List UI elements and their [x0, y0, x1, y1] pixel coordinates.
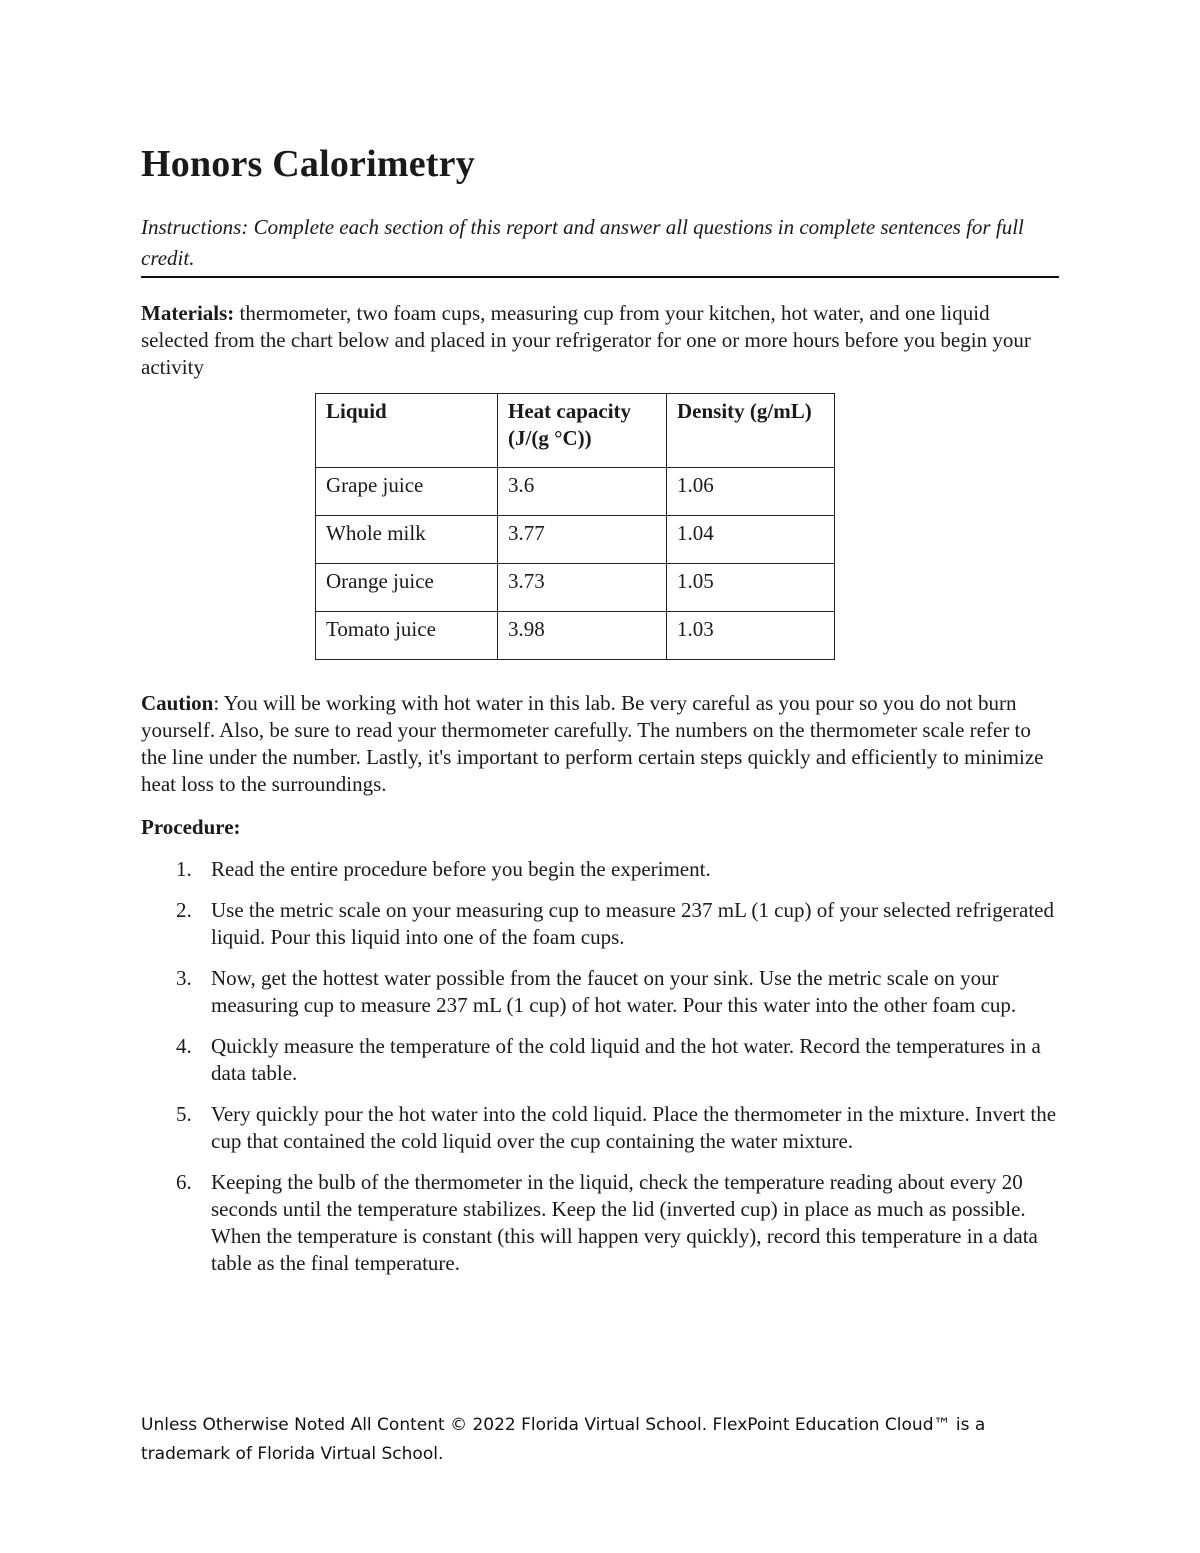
step-text: Now, get the hottest water possible from the faucet on your sink. Use the metric scale on your measuring cup to measure 237 mL (1 cup) of hot water. Pour this water into the other foam cup. — [211, 966, 1017, 1017]
table-row — [316, 468, 835, 516]
list-item — [141, 1169, 1059, 1277]
table-row — [316, 612, 835, 660]
instructions-text: Instructions: Complete each section of this report and answer all questions in complete sentences for full credit. — [141, 212, 1059, 278]
step-number: 2. — [176, 898, 192, 922]
cell-heat-capacity: 3.77 — [498, 516, 667, 564]
step-number: 5. — [176, 1102, 192, 1126]
caution-text: : You will be working with hot water in this lab. Be very careful as you pour so you do not burn yourself. Also, be sure to read your thermometer carefully. The numbers on the thermometer scale refer to the line under the number. Lastly, it's important to perform certain steps quickly and efficiently to minimize heat loss to the surroundings. — [141, 691, 1044, 796]
header-liquid: Liquid — [316, 394, 498, 468]
header-heat-capacity: Heat capacity (J/(g °C)) — [498, 394, 667, 468]
cell-liquid: Whole milk — [316, 516, 498, 564]
step-text: Quickly measure the temperature of the cold liquid and the hot water. Record the temperatures in a data table. — [211, 1034, 1041, 1085]
cell-liquid: Grape juice — [316, 468, 498, 516]
cell-density: 1.04 — [667, 516, 835, 564]
procedure-steps — [141, 856, 1059, 1291]
list-item — [141, 856, 1059, 883]
list-item — [141, 897, 1059, 951]
step-text: Use the metric scale on your measuring cup to measure 237 mL (1 cup) of your selected refrigerated liquid. Pour this liquid into one of the foam cups. — [211, 898, 1054, 949]
step-number: 3. — [176, 966, 192, 990]
table-row — [316, 564, 835, 612]
caution-label: Caution — [141, 691, 214, 715]
step-number: 6. — [176, 1170, 192, 1194]
cell-heat-capacity: 3.98 — [498, 612, 667, 660]
list-item — [141, 1101, 1059, 1155]
procedure-heading: Procedure: — [141, 815, 241, 839]
step-number: 4. — [176, 1034, 192, 1058]
cell-density: 1.05 — [667, 564, 835, 612]
list-item — [141, 965, 1059, 1019]
cell-density: 1.03 — [667, 612, 835, 660]
liquid-properties-table — [315, 393, 835, 660]
materials-label: Materials: — [141, 301, 235, 325]
copyright-footer: Unless Otherwise Noted All Content © 2022 Florida Virtual School. FlexPoint Education Cloud™ is a trademark of Florida Virtual School. — [141, 1415, 986, 1464]
materials-text: thermometer, two foam cups, measuring cup from your kitchen, hot water, and one liquid selected from the chart below and placed in your refrigerator for one or more hours before you begin your activity — [141, 301, 1031, 379]
header-density: Density (g/mL) — [667, 394, 835, 468]
cell-density: 1.06 — [667, 468, 835, 516]
list-item — [141, 1033, 1059, 1087]
caution-paragraph — [141, 690, 1059, 798]
cell-liquid: Tomato juice — [316, 612, 498, 660]
cell-heat-capacity: 3.6 — [498, 468, 667, 516]
step-text: Read the entire procedure before you begin the experiment. — [211, 857, 711, 881]
table-header-row — [316, 394, 835, 468]
cell-liquid: Orange juice — [316, 564, 498, 612]
table-row — [316, 516, 835, 564]
cell-heat-capacity: 3.73 — [498, 564, 667, 612]
materials-paragraph — [141, 300, 1059, 381]
step-text: Keeping the bulb of the thermometer in the liquid, check the temperature reading about every 20 seconds until the temperature stabilizes. Keep the lid (inverted cup) in place as much as possible. When the temperature is constant (this will happen very quickly), record this temperature in a data table as the final temperature. — [211, 1170, 1038, 1275]
step-number: 1. — [176, 857, 192, 881]
page-title: Honors Calorimetry — [141, 143, 475, 185]
step-text: Very quickly pour the hot water into the cold liquid. Place the thermometer in the mixture. Invert the cup that contained the cold liquid over the cup containing the water mixture. — [211, 1102, 1057, 1153]
